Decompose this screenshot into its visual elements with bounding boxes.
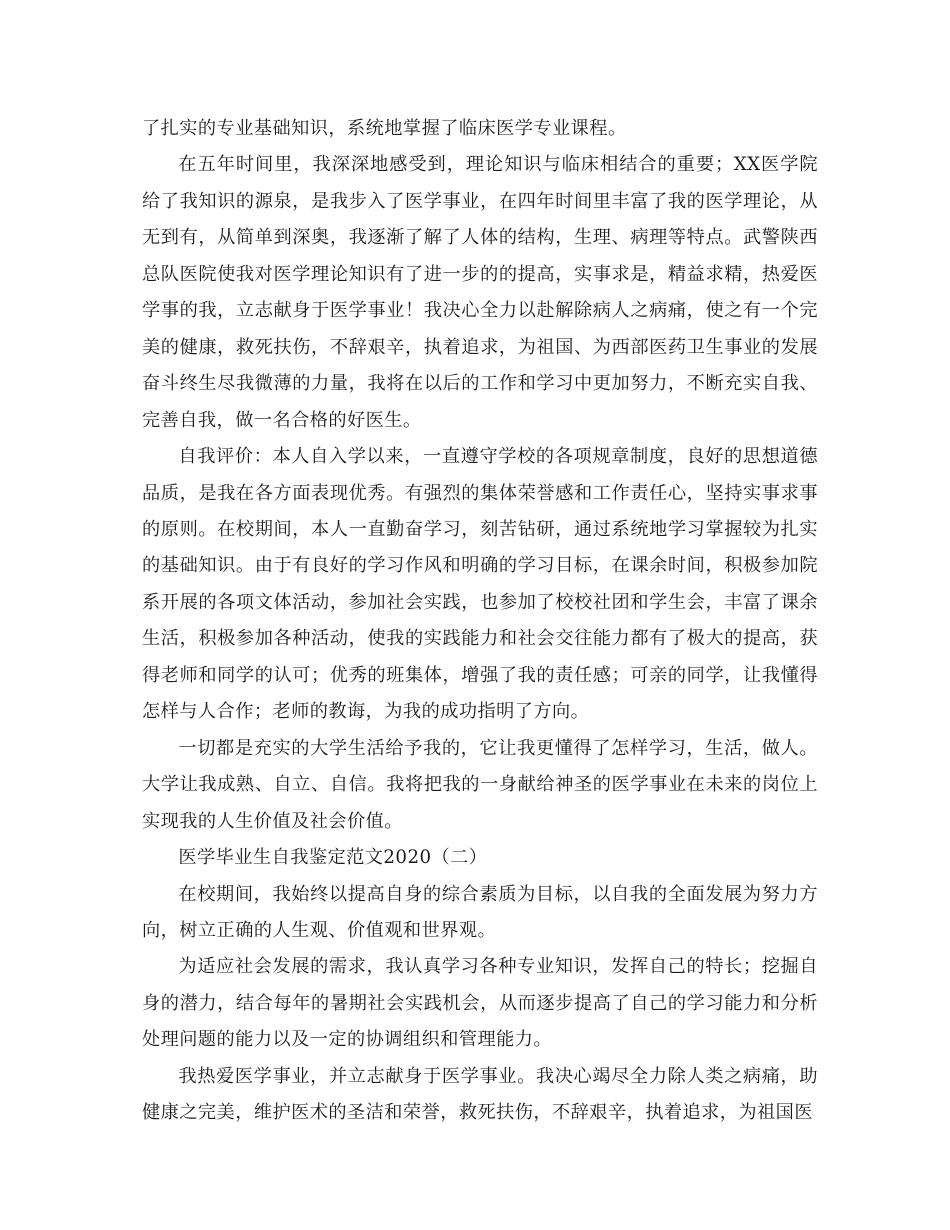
- paragraph-five-years: 在五年时间里，我深深地感受到，理论知识与临床相结合的重要；XX医学院给了我知识的源泉，是我步入了医学事业，在四年时间里丰富了我的医学理论，从无到有，从简单到深奥，我逐渐了解了人体的结构，生理、病理等特点。武警陕西总队医院使我对医学理论知识有了进一步的的提高，实事求是，精益求精，热爱医学事的我，立志献身于医学事业！我决心全力以赴解除病人之病痛，使之有一个完美的健康，救死扶伤，不辞艰辛，执着追求，为祖国、为西部医药卫生事业的发展奋斗终生尽我微薄的力量，我将在以后的工作和学习中更加努力，不断充实自我、完善自我，做一名合格的好医生。: [142, 154, 818, 431]
- paragraph-on-campus: 在校期间，我始终以提高自身的综合素质为目标，以自我的全面发展为努力方向，树立正确的人生观、价值观和世界观。: [142, 883, 818, 941]
- document-body: [142, 111, 818, 1132]
- section-heading: 医学毕业生自我鉴定范文2020（二）: [178, 847, 488, 869]
- paragraph-social-needs: 为适应社会发展的需求，我认真学习各种专业知识，发挥自己的特长；挖掘自身的潜力，结合每年的暑期社会实践机会，从而逐步提高了自己的学习能力和分析处理问题的能力以及一定的协调组织和管理能力。: [142, 956, 818, 1051]
- paragraph-medical-career: 我热爱医学事业，并立志献身于医学事业。我决心竭尽全力除人类之病痛，助健康之完美，维护医术的圣洁和荣誉，救死扶伤，不辞艰辛，执着追求，为祖国医: [142, 1065, 818, 1124]
- paragraph-continuation: 了扎实的专业基础知识，系统地掌握了临床医学专业课程。: [142, 118, 627, 139]
- paragraph-self-evaluation: 自我评价：本人自入学以来，一直遵守学校的各项规章制度，良好的思想道德品质，是我在各方面表现优秀。有强烈的集体荣誉感和工作责任心，坚持实事求事的原则。在校期间，本人一直勤奋学习，刻苦钻研，通过系统地学习掌握较为扎实的基础知识。由于有良好的学习作风和明确的学习目标，在课余时间，积极参加院系开展的各项文体活动，参加社会实践，也参加了校校社团和学生会，丰富了课余生活，积极参加各种活动，使我的实践能力和社会交往能力都有了极大的提高，获得老师和同学的认可；优秀的班集体，增强了我的责任感；可亲的同学，让我懂得怎样与人合作；老师的教诲，为我的成功指明了方向。: [142, 446, 818, 723]
- paragraph-university-life: 一切都是充实的大学生活给予我的，它让我更懂得了怎样学习，生活，做人。大学让我成熟、自立、自信。我将把我的一身献给神圣的医学事业在未来的岗位上实现我的人生价值及社会价值。: [142, 737, 818, 832]
